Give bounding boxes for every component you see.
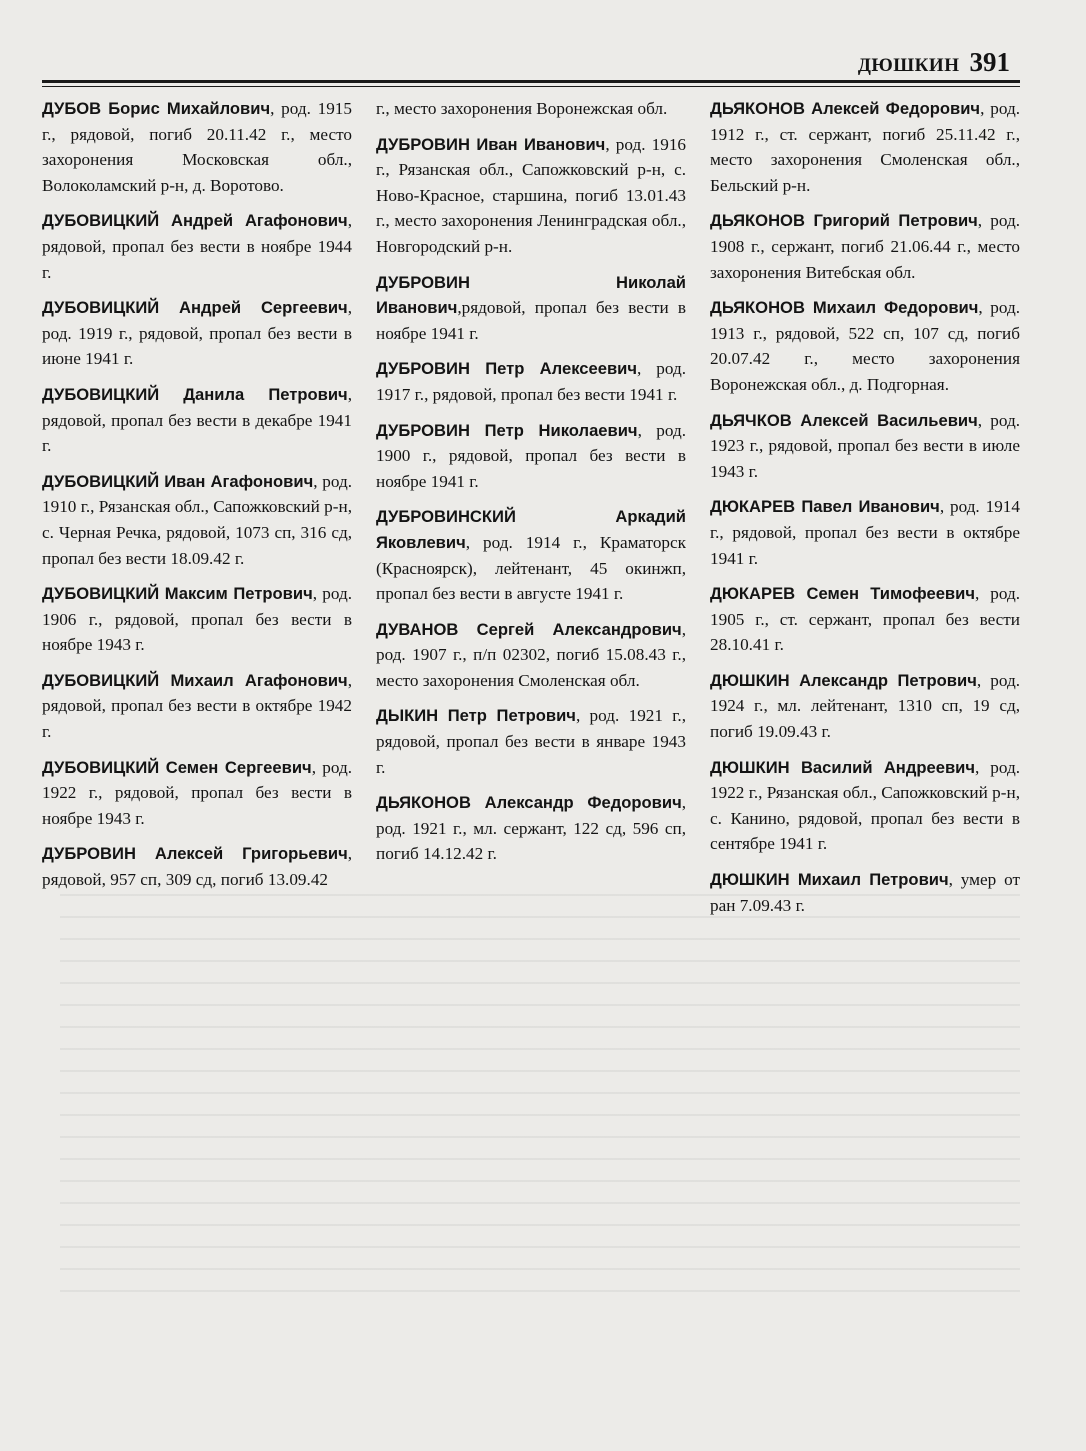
entry-text: , род. 1916 г., Рязанская обл., Сапожковский р-н, с. Ново-Красное, старшина, погиб 13.01.43 г., место захоронения Ленинградская обл., Новгородский р-н.: [376, 134, 687, 256]
entry-text: , род. 1906 г., рядовой, пропал без вести в ноябре 1943 г.: [42, 584, 352, 655]
entry-name: ДЫКИН Петр Петрович: [376, 706, 576, 726]
entry-text: , умер от ран 7.09.43 г.: [710, 870, 1020, 915]
show-through-background: [60, 880, 1020, 1310]
entry: [710, 755, 1020, 857]
text-columns: [42, 96, 1022, 915]
entry-name: ДУБОВИЦКИЙ Андрей Сергеевич: [42, 298, 348, 318]
entry-name: ДУБРОВИНСКИЙ Аркадий Яковлевич: [376, 507, 686, 552]
entry-name: ДУБРОВИН Николай Иванович: [376, 272, 686, 318]
entry-text: , род. 1921 г., мл. сержант, 122 сд, 596 сп, погиб 14.12.42 г.: [376, 793, 686, 864]
column-2: [376, 96, 686, 876]
entry-text: , род. 1907 г., п/п 02302, погиб 15.08.43 г., место захоронения Смоленская обл.: [376, 619, 686, 690]
entry: [710, 668, 1020, 745]
entry: [42, 668, 352, 745]
running-header: [858, 47, 1010, 78]
entry: [710, 295, 1020, 397]
entry-name: ДУБОВ Борис Михайлович: [42, 99, 271, 118]
entry: [710, 96, 1020, 198]
entry-name: ДЮКАРЕВ Павел Иванович: [710, 497, 940, 517]
entry-text: , род. 1919 г., рядовой, пропал без вести в июне 1941 г.: [42, 298, 352, 369]
entry-name: ДУБОВИЦКИЙ Семен Сергеевич: [42, 757, 312, 777]
entry: [42, 295, 352, 372]
entry-text: , рядовой, пропал без вести в ноябре 1944 г.: [42, 211, 352, 282]
entry: [710, 208, 1020, 285]
entry: [376, 418, 686, 495]
header-rule-thin: [42, 86, 1020, 87]
entry: [376, 617, 686, 694]
entry-name: ДУБОВИЦКИЙ Данила Петрович: [42, 384, 348, 404]
entry-text: , род. 1912 г., ст. сержант, погиб 25.11.42 г., место захоронения Смоленская обл., Бельский р-н.: [710, 99, 1021, 195]
entry: [376, 703, 686, 780]
entry: [376, 504, 686, 606]
entry-text: , род. 1923 г., рядовой, пропал без вести в июле 1943 г.: [710, 410, 1020, 481]
entry-name: ДУБОВИЦКИЙ Максим Петрович: [42, 584, 313, 604]
entry-text: , род. 1924 г., мл. лейтенант, 1310 сп, 19 сд, погиб 19.09.43 г.: [710, 670, 1021, 742]
entry: [710, 581, 1020, 658]
entry-continuation: [376, 96, 686, 122]
entry-name: ДЬЯКОНОВ Михаил Федорович: [710, 298, 979, 318]
entry-name: ДУВАНОВ Сергей Александрович: [376, 619, 682, 639]
entry-text: , род. 1917 г., рядовой, пропал без вести 1941 г.: [376, 359, 687, 404]
entry-name: ДУБРОВИН Иван Иванович: [376, 134, 606, 154]
entry-text: , рядовой, 957 сп, 309 сд, погиб 13.09.42: [42, 844, 352, 890]
entry-name: ДЬЯКОНОВ Алексей Федорович: [710, 99, 981, 118]
header-title: ДЮШКИН: [857, 55, 960, 76]
entry: [376, 356, 686, 407]
entry: [42, 469, 352, 571]
entry-name: ДЬЯКОНОВ Григорий Петрович: [710, 211, 978, 231]
entry: [376, 790, 686, 867]
entry-name: ДЮШКИН Михаил Петрович: [710, 870, 949, 890]
entry-name: ДУБОВИЦКИЙ Михаил Агафонович: [42, 670, 348, 690]
entry-text: , род. 1905 г., ст. сержант, пропал без вести 28.10.41 г.: [710, 584, 1020, 655]
entry: [710, 408, 1020, 485]
entry: [42, 581, 352, 658]
entry-name: ДЬЯКОНОВ Александр Федорович: [376, 793, 682, 813]
column-1: [42, 96, 353, 890]
entry-name: ДЮШКИН Александр Петрович: [710, 670, 977, 690]
entry: [42, 382, 352, 459]
page-number: 391: [969, 47, 1010, 77]
entry-name: ДУБРОВИН Петр Алексеевич: [376, 359, 638, 379]
entry-name: ДУБОВИЦКИЙ Иван Агафонович: [42, 471, 314, 491]
entry: [42, 755, 352, 832]
entry-name: ДУБРОВИН Алексей Григорьевич: [42, 844, 348, 864]
entry-text: , рядовой, пропал без вести в декабре 1941 г.: [42, 384, 352, 456]
entry: [710, 494, 1020, 571]
entry-text: , род. 1908 г., сержант, погиб 21.06.44 г., место захоронения Витебская обл.: [710, 211, 1021, 282]
entry-name: ДУБОВИЦКИЙ Андрей Агафонович: [42, 211, 348, 231]
entry: [376, 132, 686, 260]
entry: [376, 270, 686, 347]
entry-text: ,рядовой, пропал без вести в ноябре 1941 г.: [376, 298, 686, 343]
entry-text: , род. 1910 г., Рязанская обл., Сапожковский р-н, с. Черная Речка, рядовой, 1073 сп, 316 сд, пропал без вести 18.09.42 г.: [42, 471, 352, 568]
entry-text: , рядовой, пропал без вести в октябре 1942 г.: [42, 670, 352, 742]
header-rule: [42, 80, 1020, 83]
entry-text: , род. 1922 г., рядовой, пропал без вести в ноябре 1943 г.: [42, 757, 353, 828]
entry-text: , род. 1914 г., Краматорск (Красноярск), лейтенант, 45 окинжп, пропал без вести в августе 1941 г.: [376, 532, 686, 604]
entry-text: , род. 1913 г., рядовой, 522 сп, 107 сд, погиб 20.07.42 г., место захоронения Воронежская обл., д. Подгорная.: [710, 298, 1021, 394]
entry-text: , род. 1915 г., рядовой, погиб 20.11.42 г., место захоронения Московская обл., Волоколамский р-н, д. Воротово.: [42, 99, 352, 195]
entry-name: ДЬЯЧКОВ Алексей Васильевич: [710, 410, 978, 430]
entry-name: ДУБРОВИН Петр Николаевич: [376, 420, 638, 440]
entry-text: , род. 1921 г., рядовой, пропал без вести в январе 1943 г.: [376, 706, 686, 777]
column-3: [710, 96, 1021, 915]
entry: [42, 208, 352, 285]
entry-text: , род. 1922 г., Рязанская обл., Сапожковский р-н, с. Канино, рядовой, пропал без вести в сентябре 1941 г.: [710, 757, 1021, 854]
entry: [42, 96, 352, 198]
entry-text: , род. 1914 г., рядовой, пропал без вести в октябре 1941 г.: [710, 497, 1020, 568]
entry-name: ДЮШКИН Василий Андреевич: [710, 757, 975, 777]
entry-text: г., место захоронения Воронежская обл.: [376, 99, 668, 118]
entry-text: , род. 1900 г., рядовой, пропал без вести в ноябре 1941 г.: [376, 420, 687, 491]
entry-name: ДЮКАРЕВ Семен Тимофеевич: [710, 584, 975, 604]
